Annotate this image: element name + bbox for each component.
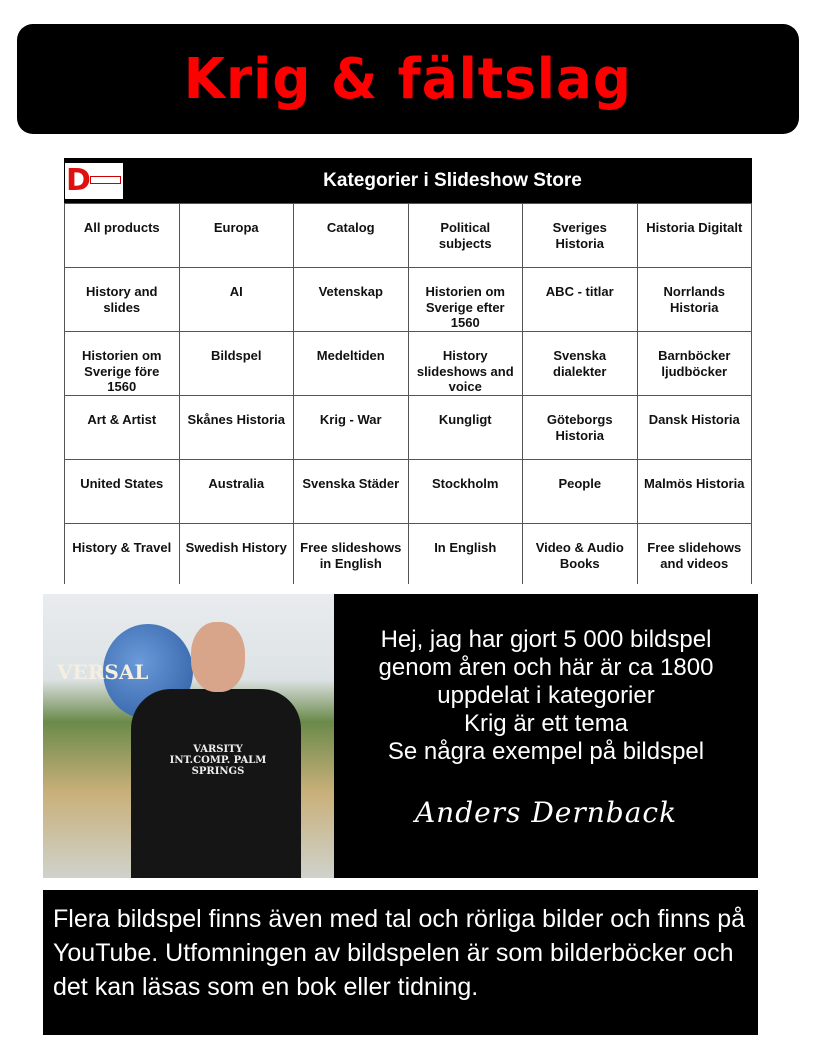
category-link[interactable]: Krig - War [294,396,409,460]
category-link[interactable]: In English [408,524,523,584]
photo-sign-text: VERSAL [57,660,149,684]
intro-line: genom åren och här är ca 1800 [378,654,714,681]
category-link[interactable]: Norrlands Historia [637,268,752,332]
signature: Anders Dernback [414,796,678,829]
category-link[interactable]: Video & Audio Books [523,524,638,584]
table-row [65,460,752,524]
category-link[interactable]: Art & Artist [65,396,180,460]
intro-line: Hej, jag har gjort 5 000 bildspel [380,626,712,653]
category-link[interactable]: History and slides [65,268,180,332]
logo-letter: D [66,162,91,198]
page-title: Krig & fältslag [183,46,633,112]
table-row [65,396,752,460]
category-link[interactable]: Swedish History [179,524,294,584]
table-row [65,204,752,268]
person-head [191,622,245,692]
category-link[interactable]: Catalog [294,204,409,268]
category-link[interactable]: Dansk Historia [637,396,752,460]
category-link[interactable]: Svenska dialekter [523,332,638,396]
category-link[interactable]: Australia [179,460,294,524]
intro-line: uppdelat i kategorier [437,682,655,709]
category-link[interactable]: Europa [179,204,294,268]
intro-line: Krig är ett tema [463,710,629,737]
category-link[interactable]: Historia Digitalt [637,204,752,268]
category-link[interactable]: Malmös Historia [637,460,752,524]
footer-text: Flera bildspel finns även med tal och rörliga bilder och finns på YouTube. Utfomningen av bildspelen är som bilderböcker och det kan läsas som en bok eller tidning. [43,890,758,1035]
category-link[interactable]: Svenska Städer [294,460,409,524]
category-link[interactable]: Barnböcker ljudböcker [637,332,752,396]
category-link[interactable]: Free slidehows and videos [637,524,752,584]
category-link[interactable]: History & Travel [65,524,180,584]
author-photo [43,594,334,878]
category-table [64,158,752,584]
person-body [131,689,301,878]
store-logo[interactable] [65,160,123,202]
category-link[interactable]: History slideshows and voice [408,332,523,396]
category-link[interactable]: People [523,460,638,524]
table-row [65,268,752,332]
shirt-text: VARSITY INT.COMP. PALM SPRINGS [169,744,267,777]
category-link[interactable]: Historien om Sverige före 1560 [65,332,180,396]
category-link[interactable]: Bildspel [179,332,294,396]
table-header [64,158,752,203]
category-link[interactable]: Skånes Historia [179,396,294,460]
table-title: Kategorier i Slideshow Store [323,169,582,191]
category-link[interactable]: Vetenskap [294,268,409,332]
category-link[interactable]: Sveriges Historia [523,204,638,268]
category-link[interactable]: AI [179,268,294,332]
logo-badge [90,176,121,184]
category-link[interactable]: Stockholm [408,460,523,524]
category-link[interactable]: All products [65,204,180,268]
title-banner [17,24,799,134]
table-row [65,332,752,396]
category-link[interactable]: Medeltiden [294,332,409,396]
category-link[interactable]: Free slideshows in English [294,524,409,584]
category-link[interactable]: Kungligt [408,396,523,460]
intro-line: Se några exempel på bildspel [387,738,705,765]
category-link[interactable]: Göteborgs Historia [523,396,638,460]
category-link[interactable]: Political subjects [408,204,523,268]
category-link[interactable]: Historien om Sverige efter 1560 [408,268,523,332]
table-row [65,524,752,584]
intro-box [334,594,758,878]
category-link[interactable]: United States [65,460,180,524]
category-link[interactable]: ABC - titlar [523,268,638,332]
